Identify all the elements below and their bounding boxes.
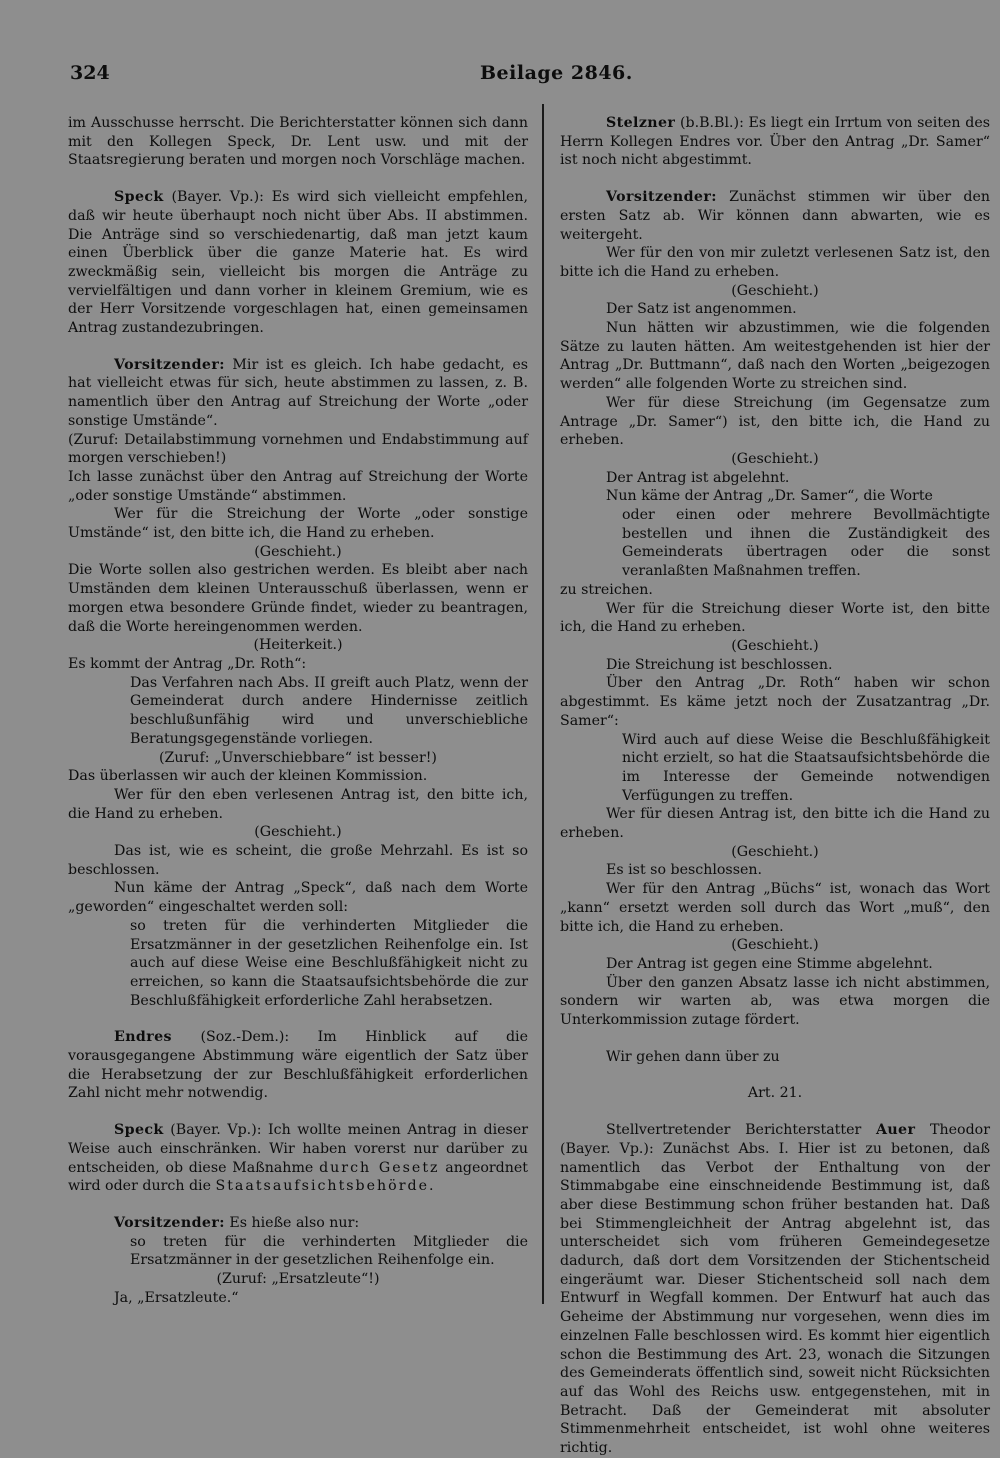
paragraph [560, 1084, 990, 1103]
right-column [560, 114, 990, 1458]
paragraph-text: (Geschieht.) [731, 843, 819, 860]
paragraph [560, 581, 990, 600]
paragraph-text: so treten für die verhinderten Mitglieder die Ersatzmänner in der gesetzlichen Reihenfolge ein. Ist auch auf diese Weise eine Beschlußfähigkeit nicht zu erreichen, so kann die Staatsaufsichtsbehörde die zur Beschlußfähigkeit erforderliche Zahl herabsetzen. [130, 917, 528, 1009]
paragraph-text: Ja, „Ersatzleute.“ [114, 1289, 239, 1306]
paragraph-text: (Zuruf: Detailabstimmung vornehmen und Endabstimmung auf morgen verschieben!) [68, 431, 528, 467]
paragraph [560, 282, 990, 301]
paragraph [68, 655, 528, 674]
paragraph [68, 1121, 528, 1196]
paragraph [560, 843, 990, 862]
paragraph-text: Wer für diesen Antrag ist, den bitte ich die Hand zu erheben. [560, 806, 990, 842]
left-column [68, 114, 528, 1307]
paragraph [560, 244, 990, 281]
paragraph [560, 394, 990, 450]
paragraph [68, 842, 528, 879]
paragraph-text: Die Streichung ist beschlossen. [606, 656, 833, 673]
running-title: Beilage 2846. [480, 62, 633, 84]
paragraph [560, 188, 990, 244]
paragraph [560, 805, 990, 842]
speaker-name: Stelzner [606, 115, 676, 131]
paragraph-text: (Bayer. Vp.): Es wird sich vielleicht empfehlen, daß wir heute überhaupt noch nicht über Abs. II abstimmen. Die Anträge sind so verschiedenartig, daß man jetzt kaum einen Überblick über die ganze Materie hat. Es wird zweckmäßig sein, vielleicht bis morgen die Anträge zu vervielfältigen und dann vorher in kleinem Gremium, wie es der Herr Vorsitzende vorgeschlagen hat, einen gemeinsamen Antrag zustandezubringen. [68, 189, 528, 337]
paragraph-text: Ich lasse zunächst über den Antrag auf Streichung der Worte „oder sonstige Umstände“ abstimmen. [68, 468, 528, 504]
paragraph [560, 1048, 990, 1067]
paragraph-text: Es ist so beschlossen. [606, 862, 763, 879]
paragraph-text: (Geschieht.) [254, 543, 342, 560]
paragraph-text: Wer für diese Streichung (im Gegensatze zum Antrage „Dr. Samer“) ist, den bitte ich, die Hand zu erheben. [560, 394, 990, 449]
paragraph [560, 469, 990, 488]
paragraph-text: (Geschieht.) [731, 282, 819, 299]
paragraph [68, 917, 528, 1011]
paragraph-text: Wer für den eben verlesenen Antrag ist, den bitte ich, die Hand zu erheben. [68, 786, 528, 822]
speaker-name: Endres [114, 1029, 172, 1046]
paragraph-text: (Geschieht.) [731, 450, 819, 467]
paragraph [560, 861, 990, 880]
paragraph [560, 880, 990, 936]
paragraph-text: Es hieße also nur: [229, 1214, 360, 1231]
paragraph-text: Wir gehen dann über zu [606, 1048, 780, 1065]
paragraph-text: Wer für den von mir zuletzt verlesenen Satz ist, den bitte ich die Hand zu erheben. [560, 245, 990, 280]
paragraph-text: oder einen oder mehrere Bevollmächtigte bestellen und ihnen die Zuständigkeit des Gemeinderats übertragen oder die sonst veranlaßten Maßnahmen treffen. [622, 507, 990, 580]
paragraph [560, 936, 990, 955]
paragraph [68, 749, 528, 768]
paragraph-text: Wird auch auf diese Weise die Beschlußfähigkeit nicht erzielt, so hat die Staatsaufsichtsbehörde die im Interesse der Gemeinde notwendigen Verfügungen zu treffen. [622, 731, 990, 804]
paragraph-text: Nun hätten wir abzustimmen, wie die folgenden Sätze zu lauten hätten. Am weitestgehenden ist hier der Antrag „Dr. Buttmann“, daß nach den Worten „beigezogen werden“ alle folgenden Worte zu streichen sind. [560, 320, 990, 393]
paragraph-text: (Geschieht.) [254, 824, 342, 841]
paragraph-text: (Geschieht.) [731, 637, 819, 654]
spaced-text: durch Gesetz [319, 1159, 440, 1176]
paragraph-text: zu streichen. [560, 581, 653, 598]
page-header [70, 62, 970, 92]
paragraph-text: Über den ganzen Absatz lasse ich nicht abstimmen, sondern wir warten ab, was etwa morgen die Unterkommission zutage fördert. [560, 974, 990, 1029]
column-divider [542, 104, 544, 1304]
paragraph-text: (b.B.Bl.): Es liegt ein Irrtum von seiten des Herrn Kollegen Endres vor. Über den Antrag „Dr. Samer“ ist noch nicht abgestimmt. [560, 115, 991, 169]
paragraph-text: (Heiterkeit.) [253, 637, 343, 654]
paragraph [560, 300, 990, 319]
paragraph-text: Über den Antrag „Dr. Roth“ haben wir schon abgestimmt. Es käme jetzt noch der Zusatzantrag „Dr. Samer“: [560, 675, 990, 729]
paragraph [560, 450, 990, 469]
paragraph-text: im Ausschusse herrscht. Die Berichterstatter können sich dann mit den Kollegen Speck, Dr. Lent usw. und mit der Staatsregierung beraten und morgen noch Vorschläge machen. [68, 115, 528, 169]
paragraph-text: Das überlassen wir auch der kleinen Kommission. [68, 768, 428, 785]
paragraph [560, 731, 990, 806]
paragraph-text: Wer für den Antrag „Büchs“ ist, wonach das Wort „kann“ ersetzt werden soll durch das Wort „muß“, den bitte ich, die Hand zu erheben. [560, 881, 990, 935]
paragraph [68, 1028, 528, 1103]
paragraph-text: so treten für die verhinderten Mitglieder die Ersatzmänner in der gesetzlichen Reihenfolge ein. [130, 1233, 528, 1269]
spaced-text: Staatsaufsichtsbehörde. [215, 1178, 436, 1195]
paragraph [560, 1121, 990, 1458]
paragraph [68, 636, 528, 655]
paragraph [560, 656, 990, 675]
paragraph [68, 1270, 528, 1289]
paragraph-text: (Zuruf: „Unverschiebbare“ ist besser!) [159, 749, 437, 766]
paragraph-text: angeordnet wird oder durch die [68, 1159, 528, 1195]
paragraph-text: (Geschieht.) [731, 937, 819, 954]
paragraph-text: Wer für die Streichung der Worte „oder sonstige Umstände“ ist, den bitte ich, die Hand zu erheben. [68, 506, 528, 542]
paragraph-text: Mir ist es gleich. Ich habe gedacht, es hat vielleicht etwas für sich, heute abstimmen zu lassen, z. B. namentlich über den Antrag auf Streichung der Worte „oder sonstige Umstände“. [68, 356, 528, 429]
paragraph [68, 823, 528, 842]
paragraph-text: Der Antrag ist gegen eine Stimme abgelehnt. [606, 955, 933, 972]
paragraph-text: Theodor (Bayer. Vp.): Zunächst Abs. I. Hier ist zu betonen, daß namentlich das Verbot der Enthaltung von der Stimmabgabe eine einschneidende Bestimmung ist, daß aber diese Bestimmung schon früher bestanden hat. Daß bei Stimmengleichheit der Antrag abgelehnt ist, das unterscheidet sich vom früheren Gemeindegesetze dadurch, daß dort dem Vorsitzenden der Stichentscheid eingeräumt war. Dieser Stichentscheid soll nach dem Entwurf in Wegfall kommen. Der Entwurf hat auch das Geheime der Abstimmung nur vorgesehen, wenn dies im einzelnen Falle beschlossen wird. Es kommt hier eigentlich schon die Bestimmung des Art. 23, wonach die Sitzungen des Gemeinderats öffentlich sind, soweit nicht Rücksichten auf das Wohl des Reichs usw. entgegenstehen, mit in Betracht. Daß der Gemeinderat mit absoluter Stimmenmehrheit entscheidet, ist wohl ohne weiteres richtig. [560, 1122, 990, 1457]
paragraph [560, 637, 990, 656]
paragraph [68, 1233, 528, 1270]
paragraph [68, 674, 528, 749]
paragraph-text: Der Antrag ist abgelehnt. [606, 469, 790, 486]
paragraph-text: Nun käme der Antrag „Dr. Samer“, die Worte [606, 488, 933, 505]
paragraph-text: Art. 21. [747, 1085, 803, 1102]
speaker-name: Vorsitzender: [606, 189, 717, 206]
paragraph [68, 188, 528, 338]
paragraph-text: Stellvertretender Berichterstatter [606, 1122, 862, 1139]
paragraph [68, 786, 528, 823]
paragraph-text: Wer für die Streichung dieser Worte ist, den bitte ich, die Hand zu erheben. [560, 600, 990, 636]
speaker-name: Speck [114, 189, 164, 206]
paragraph [560, 319, 990, 394]
paragraph-text: (Soz.-Dem.): Im Hinblick auf die vorausgegangene Abstimmung wäre eigentlich der Satz über die Herabsetzung der zur Beschlußfähigkeit erforderlichen Zahl nicht mehr notwendig. [68, 1029, 528, 1102]
paragraph [68, 356, 528, 431]
paragraph [68, 879, 528, 916]
paragraph [560, 955, 990, 974]
paragraph [560, 506, 990, 581]
paragraph-text: Zunächst stimmen wir über den ersten Satz ab. Wir können dann abwarten, wie es weitergeht. [560, 189, 990, 243]
paragraph [68, 505, 528, 542]
paragraph [560, 600, 990, 637]
paragraph [560, 674, 990, 730]
speaker-name: Vorsitzender: [114, 1214, 225, 1231]
paragraph [68, 114, 528, 170]
speaker-name: Vorsitzender: [114, 356, 225, 373]
paragraph-text: Nun käme der Antrag „Speck“, daß nach dem Worte „geworden“ eingeschaltet werden soll: [68, 880, 528, 916]
page-number: 324 [70, 62, 110, 84]
paragraph [68, 561, 528, 636]
paragraph [68, 543, 528, 562]
paragraph-text: Es kommt der Antrag „Dr. Roth“: [68, 655, 307, 672]
paragraph [560, 114, 990, 170]
paragraph [68, 767, 528, 786]
paragraph-text: (Bayer. Vp.): Ich wollte meinen Antrag in dieser Weise auch einschränken. Wir haben vorerst nur darüber zu entscheiden, ob diese Maßnahme [68, 1122, 528, 1176]
paragraph-text: Das ist, wie es scheint, die große Mehrzahl. Es ist so beschlossen. [68, 843, 528, 878]
paragraph [560, 974, 990, 1030]
paragraph-text: Die Worte sollen also gestrichen werden. Es bleibt aber nach Umständen dem kleinen Unterausschuß überlassen, wenn er morgen etwa besondere Gründe findet, wieder zu beantragen, daß die Worte hereingenommen werden. [68, 562, 528, 635]
paragraph [68, 431, 528, 468]
paragraph-text: Der Satz ist angenommen. [606, 301, 797, 318]
paragraph-text: (Zuruf: „Ersatzleute“!) [216, 1271, 380, 1288]
paragraph [68, 1289, 528, 1308]
paragraph [68, 1214, 528, 1233]
paragraph [68, 468, 528, 505]
paragraph-text: Das Verfahren nach Abs. II greift auch Platz, wenn der Gemeinderat durch andere Hindernisse zeitlich beschlußunfähig wird und unverschiebliche Beratungsgegenstände vorliegen. [130, 674, 528, 747]
paragraph [560, 487, 990, 506]
speaker-name: Auer [875, 1122, 916, 1139]
speaker-name: Speck [114, 1122, 164, 1139]
